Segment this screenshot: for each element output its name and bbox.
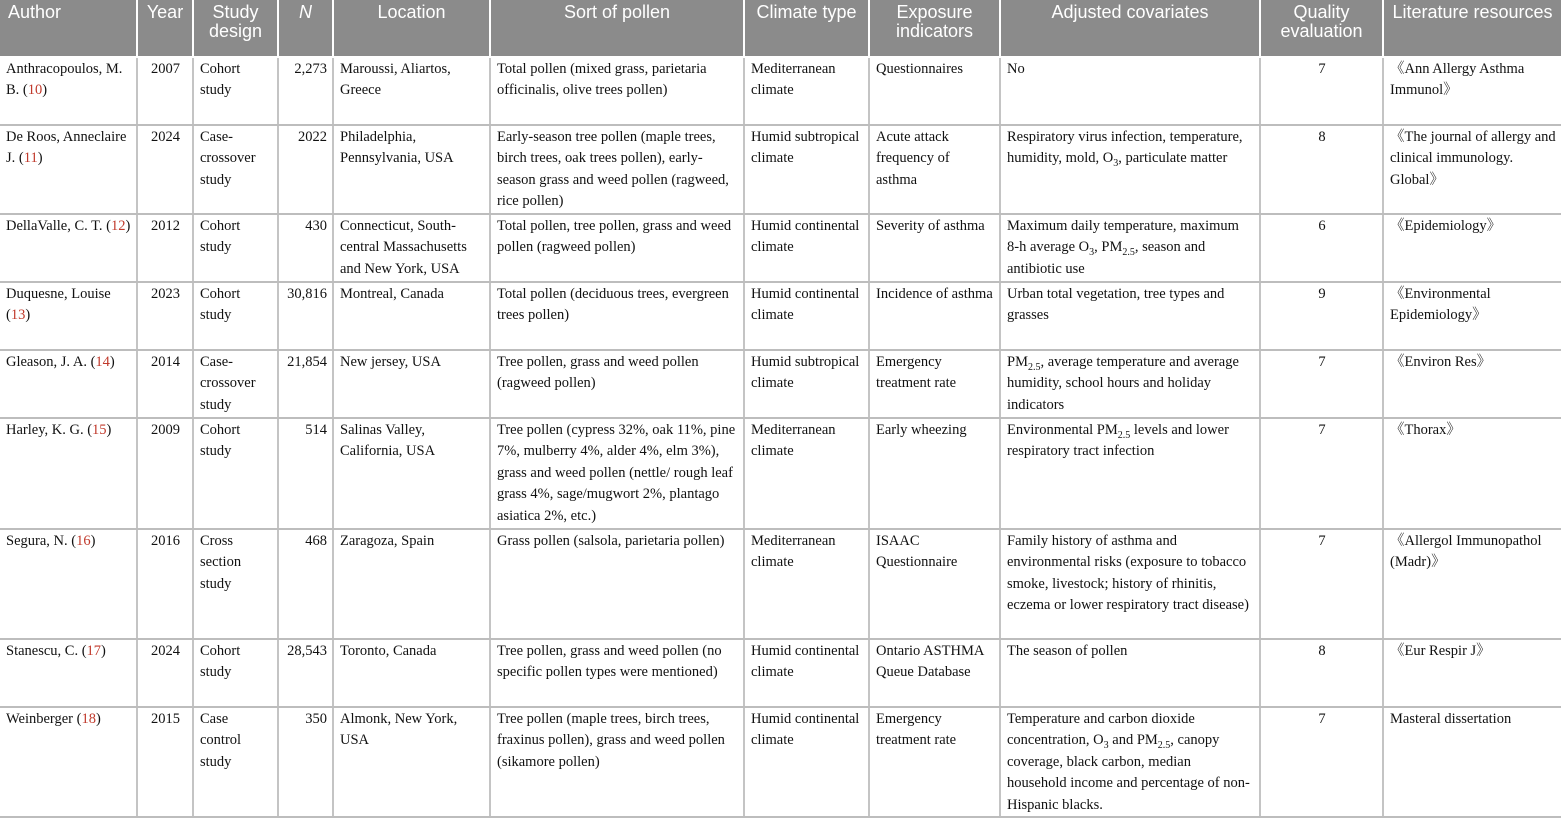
year-cell: 2012 — [137, 214, 193, 282]
pollen-cell: Tree pollen (cypress 32%, oak 11%, pine 7%, mulberry 4%, alder 4%, elm 3%), grass and weed pollen (nettle/ rough leaf grass 4%, sage/mugwort 2%, plantago asiatica 2%, etc.) — [490, 418, 744, 529]
year-cell: 2015 — [137, 707, 193, 817]
source-cell: 《Environmental Epidemiology》 — [1383, 282, 1561, 350]
reference-link[interactable]: 10 — [27, 82, 43, 99]
reference-link[interactable]: 11 — [23, 150, 38, 167]
source-cell: 《Thorax》 — [1383, 418, 1561, 529]
table-row — [0, 125, 1561, 214]
header-study-design: Study design — [193, 0, 278, 57]
location-cell: Toronto, Canada — [333, 639, 490, 707]
year-cell: 2023 — [137, 282, 193, 350]
quality-cell: 7 — [1260, 57, 1383, 125]
pollen-cell: Total pollen (deciduous trees, evergreen trees pollen) — [490, 282, 744, 350]
year-cell: 2024 — [137, 639, 193, 707]
covariates-cell: No — [1000, 57, 1260, 125]
n-cell: 468 — [278, 529, 333, 639]
climate-cell: Mediterranean climate — [744, 529, 869, 639]
header-year: Year — [137, 0, 193, 57]
covariates-cell: Respiratory virus infection, temperature, humidity, mold, $O_3$, particulate matter — [1000, 125, 1260, 214]
table-row — [0, 418, 1561, 529]
design-cell: Case-crossover study — [193, 125, 278, 214]
reference-link[interactable]: 13 — [10, 307, 26, 324]
climate-cell: Humid continental climate — [744, 707, 869, 817]
reference-link[interactable]: 17 — [86, 643, 102, 659]
location-cell: Zaragoza, Spain — [333, 529, 490, 639]
pollen-cell: Grass pollen (salsola, parietaria pollen) — [490, 529, 744, 639]
n-cell: 350 — [278, 707, 333, 817]
pollen-cell: Early-season tree pollen (maple trees, birch trees, oak trees pollen), early-season grass and weed pollen (ragweed, rice pollen) — [490, 125, 744, 214]
table-row — [0, 282, 1561, 350]
table-row — [0, 350, 1561, 418]
header-location: Location — [333, 0, 490, 57]
reference-link[interactable]: 14 — [95, 354, 110, 370]
climate-cell: Humid continental climate — [744, 639, 869, 707]
quality-cell: 8 — [1260, 125, 1383, 214]
author-cell: Segura, N. (16) — [0, 529, 137, 639]
covariates-cell: Temperature and carbon dioxide concentration, $O_3$ and $PM_{2.5}$, canopy coverage, black carbon, median household income and percentage of non-Hispanic blacks. — [1000, 707, 1260, 817]
author-cell: Weinberger (18) — [0, 707, 137, 817]
header-author: Author — [0, 0, 137, 57]
design-cell: Case control study — [193, 707, 278, 817]
location-cell: Salinas Valley, California, USA — [333, 418, 490, 529]
climate-cell: Humid continental climate — [744, 214, 869, 282]
quality-cell: 9 — [1260, 282, 1383, 350]
design-cell: Case-crossover study — [193, 350, 278, 418]
location-cell: Connecticut, South-central Massachusetts and New York, USA — [333, 214, 490, 282]
pollen-cell: Tree pollen, grass and weed pollen (ragweed pollen) — [490, 350, 744, 418]
covariates-cell: $PM_{2.5}$, average temperature and average humidity, school hours and holiday indicators — [1000, 350, 1260, 418]
header-row — [0, 0, 1561, 57]
header-n: N — [278, 0, 333, 57]
design-cell: Cohort study — [193, 418, 278, 529]
climate-cell: Humid subtropical climate — [744, 125, 869, 214]
author-cell: Duquesne, Louise (13) — [0, 282, 137, 350]
climate-cell: Humid continental climate — [744, 282, 869, 350]
location-cell: Philadelphia, Pennsylvania, USA — [333, 125, 490, 214]
quality-cell: 7 — [1260, 418, 1383, 529]
covariates-cell: Environmental $PM_{2.5}$ levels and lower respiratory tract infection — [1000, 418, 1260, 529]
n-cell: 514 — [278, 418, 333, 529]
climate-cell: Mediterranean climate — [744, 57, 869, 125]
covariates-cell: Urban total vegetation, tree types and grasses — [1000, 282, 1260, 350]
climate-cell: Mediterranean climate — [744, 418, 869, 529]
design-cell: Cohort study — [193, 282, 278, 350]
exposure-cell: Incidence of asthma — [869, 282, 1000, 350]
header-climate-type: Climate type — [744, 0, 869, 57]
year-cell: 2024 — [137, 125, 193, 214]
pollen-cell: Total pollen (mixed grass, parietaria officinalis, olive trees pollen) — [490, 57, 744, 125]
author-cell: Anthracopoulos, M. B. (10) — [0, 57, 137, 125]
exposure-cell: Ontario ASTHMA Queue Database — [869, 639, 1000, 707]
table-row — [0, 639, 1561, 707]
year-cell: 2014 — [137, 350, 193, 418]
author-cell: DellaValle, C. T. (12) — [0, 214, 137, 282]
location-cell: Almonk, New York, USA — [333, 707, 490, 817]
exposure-cell: Acute attack frequency of asthma — [869, 125, 1000, 214]
table-row — [0, 707, 1561, 817]
source-cell: 《The journal of allergy and clinical immunology. Global》 — [1383, 125, 1561, 214]
source-cell: 《Allergol Immunopathol (Madr)》 — [1383, 529, 1561, 639]
quality-cell: 8 — [1260, 639, 1383, 707]
exposure-cell: ISAAC Questionnaire — [869, 529, 1000, 639]
author-cell: Stanescu, C. (17) — [0, 639, 137, 707]
quality-cell: 7 — [1260, 350, 1383, 418]
covariates-cell: Maximum daily temperature, maximum 8-h average $O_3$, $PM_{2.5}$, season and antibiotic use — [1000, 214, 1260, 282]
header-quality-evaluation: Quality evaluation — [1260, 0, 1383, 57]
table-row — [0, 529, 1561, 639]
climate-cell: Humid subtropical climate — [744, 350, 869, 418]
header-exposure-indicators: Exposure indicators — [869, 0, 1000, 57]
header-literature-resources: Literature resources — [1383, 0, 1561, 57]
pollen-cell: Total pollen, tree pollen, grass and weed pollen (ragweed pollen) — [490, 214, 744, 282]
author-cell: Gleason, J. A. (14) — [0, 350, 137, 418]
n-cell: 28,543 — [278, 639, 333, 707]
reference-link[interactable]: 12 — [110, 218, 126, 234]
exposure-cell: Severity of asthma — [869, 214, 1000, 282]
design-cell: Cohort study — [193, 214, 278, 282]
n-cell: 30,816 — [278, 282, 333, 350]
covariates-cell: Family history of asthma and environmental risks (exposure to tobacco smoke, livestock; history of rhinitis, eczema or lower respiratory tract disease) — [1000, 529, 1260, 639]
n-cell: 430 — [278, 214, 333, 282]
source-cell: 《Environ Res》 — [1383, 350, 1561, 418]
author-cell: Harley, K. G. (15) — [0, 418, 137, 529]
location-cell: New jersey, USA — [333, 350, 490, 418]
table-row — [0, 57, 1561, 125]
exposure-cell: Early wheezing — [869, 418, 1000, 529]
source-cell: 《Eur Respir J》 — [1383, 639, 1561, 707]
year-cell: 2016 — [137, 529, 193, 639]
quality-cell: 7 — [1260, 707, 1383, 817]
location-cell: Maroussi, Aliartos, Greece — [333, 57, 490, 125]
exposure-cell: Emergency treatment rate — [869, 707, 1000, 817]
pollen-cell: Tree pollen (maple trees, birch trees, fraxinus pollen), grass and weed pollen (sikamore pollen) — [490, 707, 744, 817]
reference-link[interactable]: 18 — [81, 711, 96, 727]
header-adjusted-covariates: Adjusted covariates — [1000, 0, 1260, 57]
location-cell: Montreal, Canada — [333, 282, 490, 350]
exposure-cell: Questionnaires — [869, 57, 1000, 125]
header-sort-of-pollen: Sort of pollen — [490, 0, 744, 57]
design-cell: Cohort study — [193, 639, 278, 707]
author-cell: De Roos, Anneclaire J. (11) — [0, 125, 137, 214]
n-cell: 2022 — [278, 125, 333, 214]
year-cell: 2007 — [137, 57, 193, 125]
design-cell: Cross section study — [193, 529, 278, 639]
design-cell: Cohort study — [193, 57, 278, 125]
source-cell: 《Epidemiology》 — [1383, 214, 1561, 282]
n-cell: 21,854 — [278, 350, 333, 418]
reference-link[interactable]: 15 — [92, 422, 107, 438]
source-cell: Masteral dissertation — [1383, 707, 1561, 817]
source-cell: 《Ann Allergy Asthma Immunol》 — [1383, 57, 1561, 125]
reference-link[interactable]: 16 — [76, 533, 91, 549]
quality-cell: 7 — [1260, 529, 1383, 639]
exposure-cell: Emergency treatment rate — [869, 350, 1000, 418]
covariates-cell: The season of pollen — [1000, 639, 1260, 707]
pollen-cell: Tree pollen, grass and weed pollen (no specific pollen types were mentioned) — [490, 639, 744, 707]
quality-cell: 6 — [1260, 214, 1383, 282]
n-cell: 2,273 — [278, 57, 333, 125]
year-cell: 2009 — [137, 418, 193, 529]
table-row — [0, 214, 1561, 282]
